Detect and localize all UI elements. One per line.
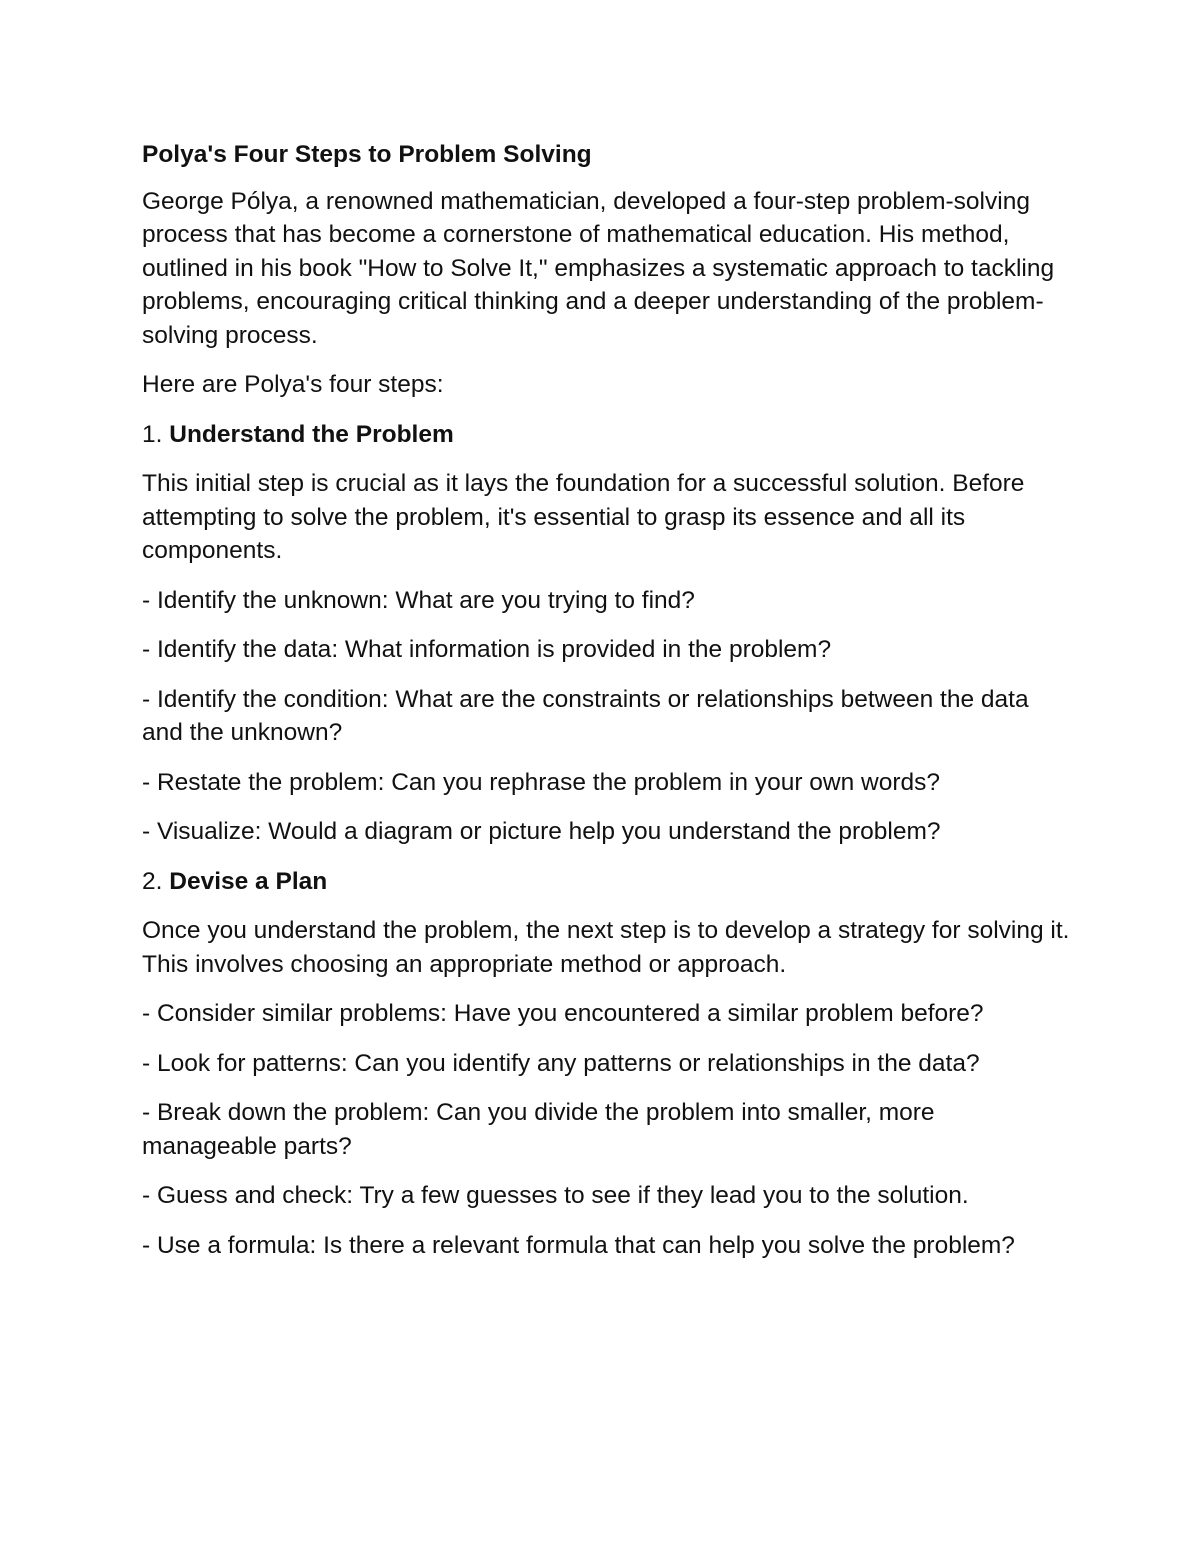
list-item: - Identify the data: What information is provided in the problem? bbox=[142, 636, 832, 663]
list-item: - Guess and check: Try a few guesses to see if they lead you to the solution. bbox=[142, 1182, 969, 1209]
document-page bbox=[142, 138, 1072, 1278]
list-item: - Identify the condition: What are the constraints or relationships between the data and the unknown? bbox=[142, 685, 1029, 746]
step-2-description: Once you understand the problem, the next step is to develop a strategy for solving it. This involves choosing an appropriate method or approach. bbox=[142, 917, 1070, 978]
list-item: - Restate the problem: Can you rephrase the problem in your own words? bbox=[142, 768, 941, 796]
list-item: - Visualize: Would a diagram or picture help you understand the problem? bbox=[142, 818, 941, 845]
list-item: - Look for patterns: Can you identify any patterns or relationships in the data? bbox=[142, 1049, 980, 1077]
step-number: 1. bbox=[142, 420, 170, 448]
step-title: Understand the Problem bbox=[169, 420, 454, 448]
list-item: - Consider similar problems: Have you encountered a similar problem before? bbox=[142, 1000, 984, 1027]
step-title: Devise a Plan bbox=[169, 867, 328, 895]
list-item: - Identify the unknown: What are you trying to find? bbox=[142, 586, 695, 614]
step-number: 2. bbox=[142, 867, 170, 895]
step-2-heading bbox=[142, 865, 1072, 899]
document-title: Polya's Four Steps to Problem Solving bbox=[142, 141, 592, 168]
list-item: - Use a formula: Is there a relevant formula that can help you solve the problem? bbox=[142, 1231, 1015, 1259]
lead-in-paragraph: Here are Polya's four steps: bbox=[142, 371, 444, 398]
step-1-description: This initial step is crucial as it lays the foundation for a successful solution. Before attempting to solve the problem, it's essential to grasp its essence and all its components. bbox=[142, 470, 1025, 564]
list-item: - Break down the problem: Can you divide the problem into smaller, more manageable parts? bbox=[142, 1099, 935, 1160]
intro-paragraph: George Pólya, a renowned mathematician, developed a four-step problem-solving process that has become a cornerstone of mathematical education. His method, outlined in his book "How to Solve It," emphasizes a systematic approach to tackling problems, encouraging critical thinking and a deeper understanding of the problem-solving process. bbox=[142, 187, 1055, 349]
step-1-heading bbox=[142, 418, 1072, 452]
